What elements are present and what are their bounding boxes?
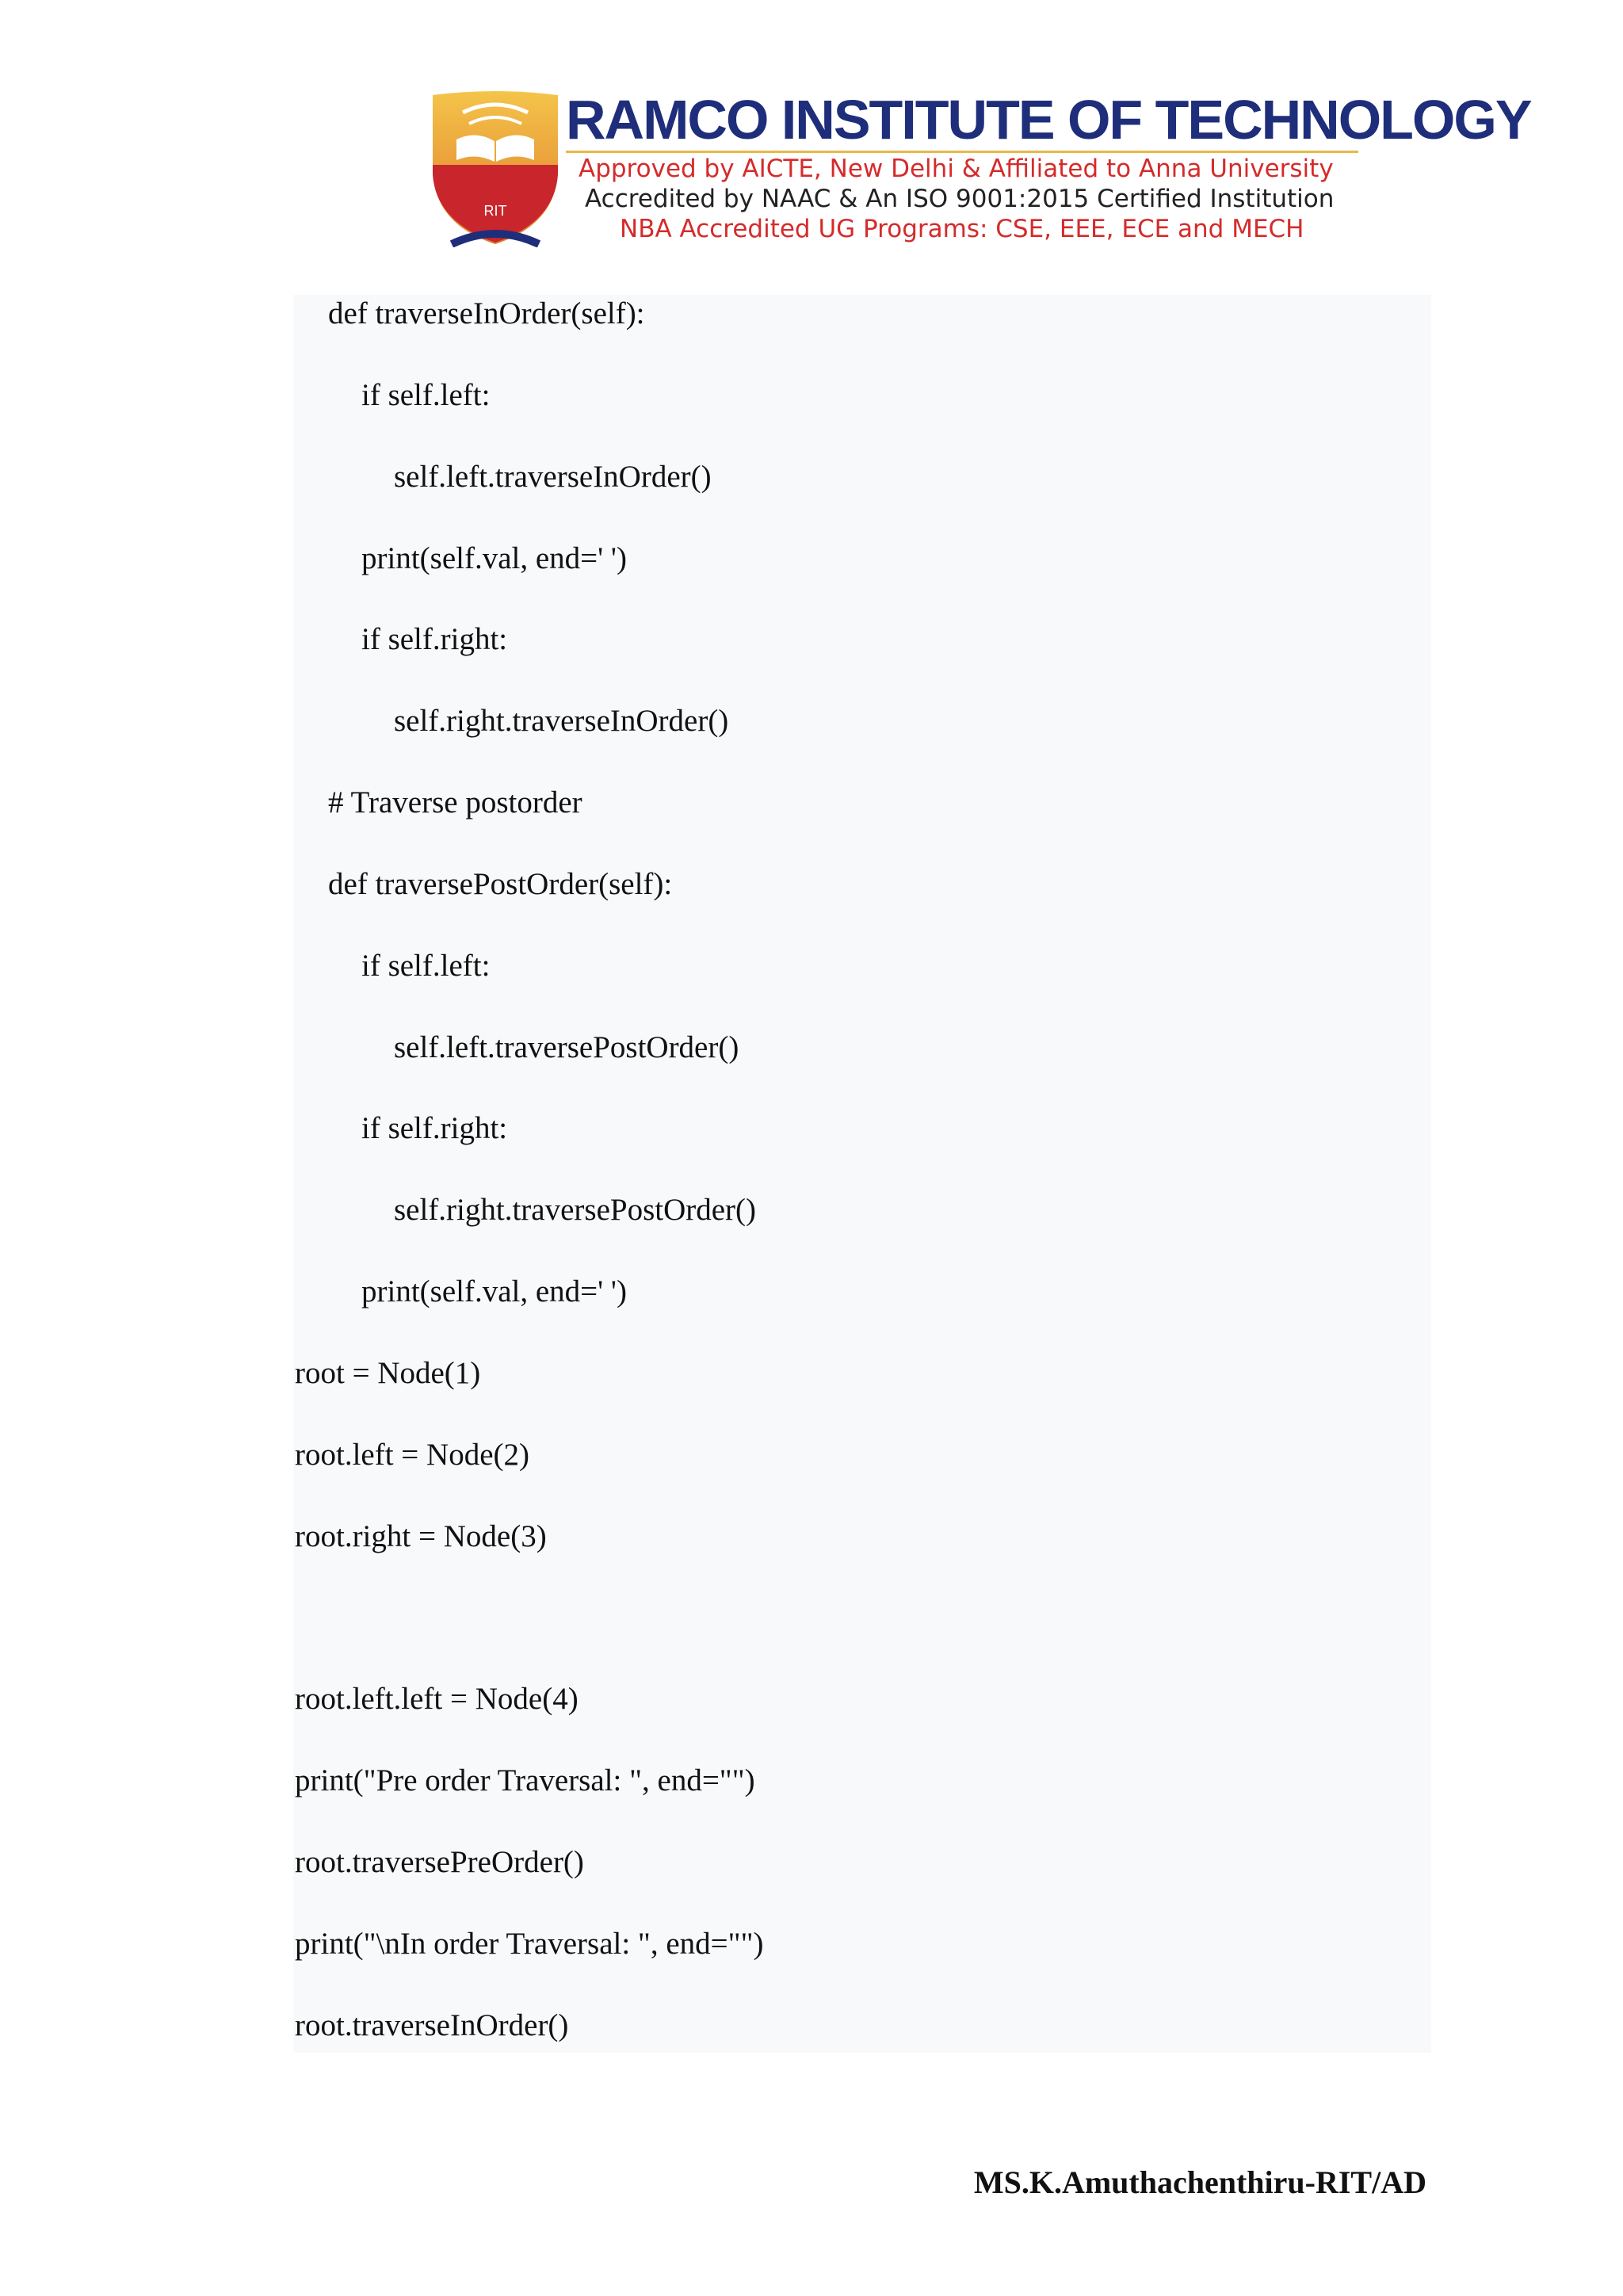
- code-line: root.traverseInOrder(): [295, 2008, 569, 2042]
- accreditation-line: Accredited by NAAC & An ISO 9001:2015 Certified Institution: [585, 185, 1335, 213]
- code-line: self.right.traverseInOrder(): [394, 704, 729, 738]
- code-line: def traversePostOrder(self):: [328, 867, 673, 901]
- code-line: root.left = Node(2): [295, 1438, 529, 1472]
- header-divider: [566, 151, 1358, 153]
- institute-logo: [428, 89, 563, 247]
- institute-header: [428, 89, 1531, 254]
- code-line: self.left.traversePostOrder(): [394, 1030, 739, 1064]
- code-line: if self.left:: [361, 949, 491, 983]
- code-line: self.right.traversePostOrder(): [394, 1193, 757, 1227]
- code-line: if self.left:: [361, 378, 491, 412]
- code-line: root.left.left = Node(4): [295, 1682, 579, 1716]
- code-line: def traverseInOrder(self):: [328, 296, 645, 330]
- code-line: root.traversePreOrder(): [295, 1845, 584, 1879]
- code-line: # Traverse postorder: [328, 785, 582, 819]
- code-line: print("Pre order Traversal: ", end=""): [295, 1763, 755, 1797]
- nba-line: NBA Accredited UG Programs: CSE, EEE, ECE and MECH: [620, 215, 1304, 243]
- code-line: root = Node(1): [295, 1356, 481, 1390]
- code-line: print("\nIn order Traversal: ", end=""): [295, 1927, 764, 1961]
- code-line: self.left.traverseInOrder(): [394, 460, 712, 494]
- code-line: print(self.val, end=' '): [361, 541, 627, 575]
- code-line: if self.right:: [361, 622, 508, 656]
- author-signature: MS.K.Amuthachenthiru-RIT/AD: [973, 2164, 1426, 2200]
- code-line: root.right = Node(3): [295, 1519, 547, 1553]
- code-line: print(self.val, end=' '): [361, 1274, 627, 1308]
- institute-name: RAMCO INSTITUTE OF TECHNOLOGY: [566, 89, 1531, 151]
- logo-monogram: RIT: [483, 203, 507, 219]
- code-line: if self.right:: [361, 1111, 508, 1145]
- approval-line: Approved by AICTE, New Delhi & Affiliated to Anna University: [579, 155, 1334, 183]
